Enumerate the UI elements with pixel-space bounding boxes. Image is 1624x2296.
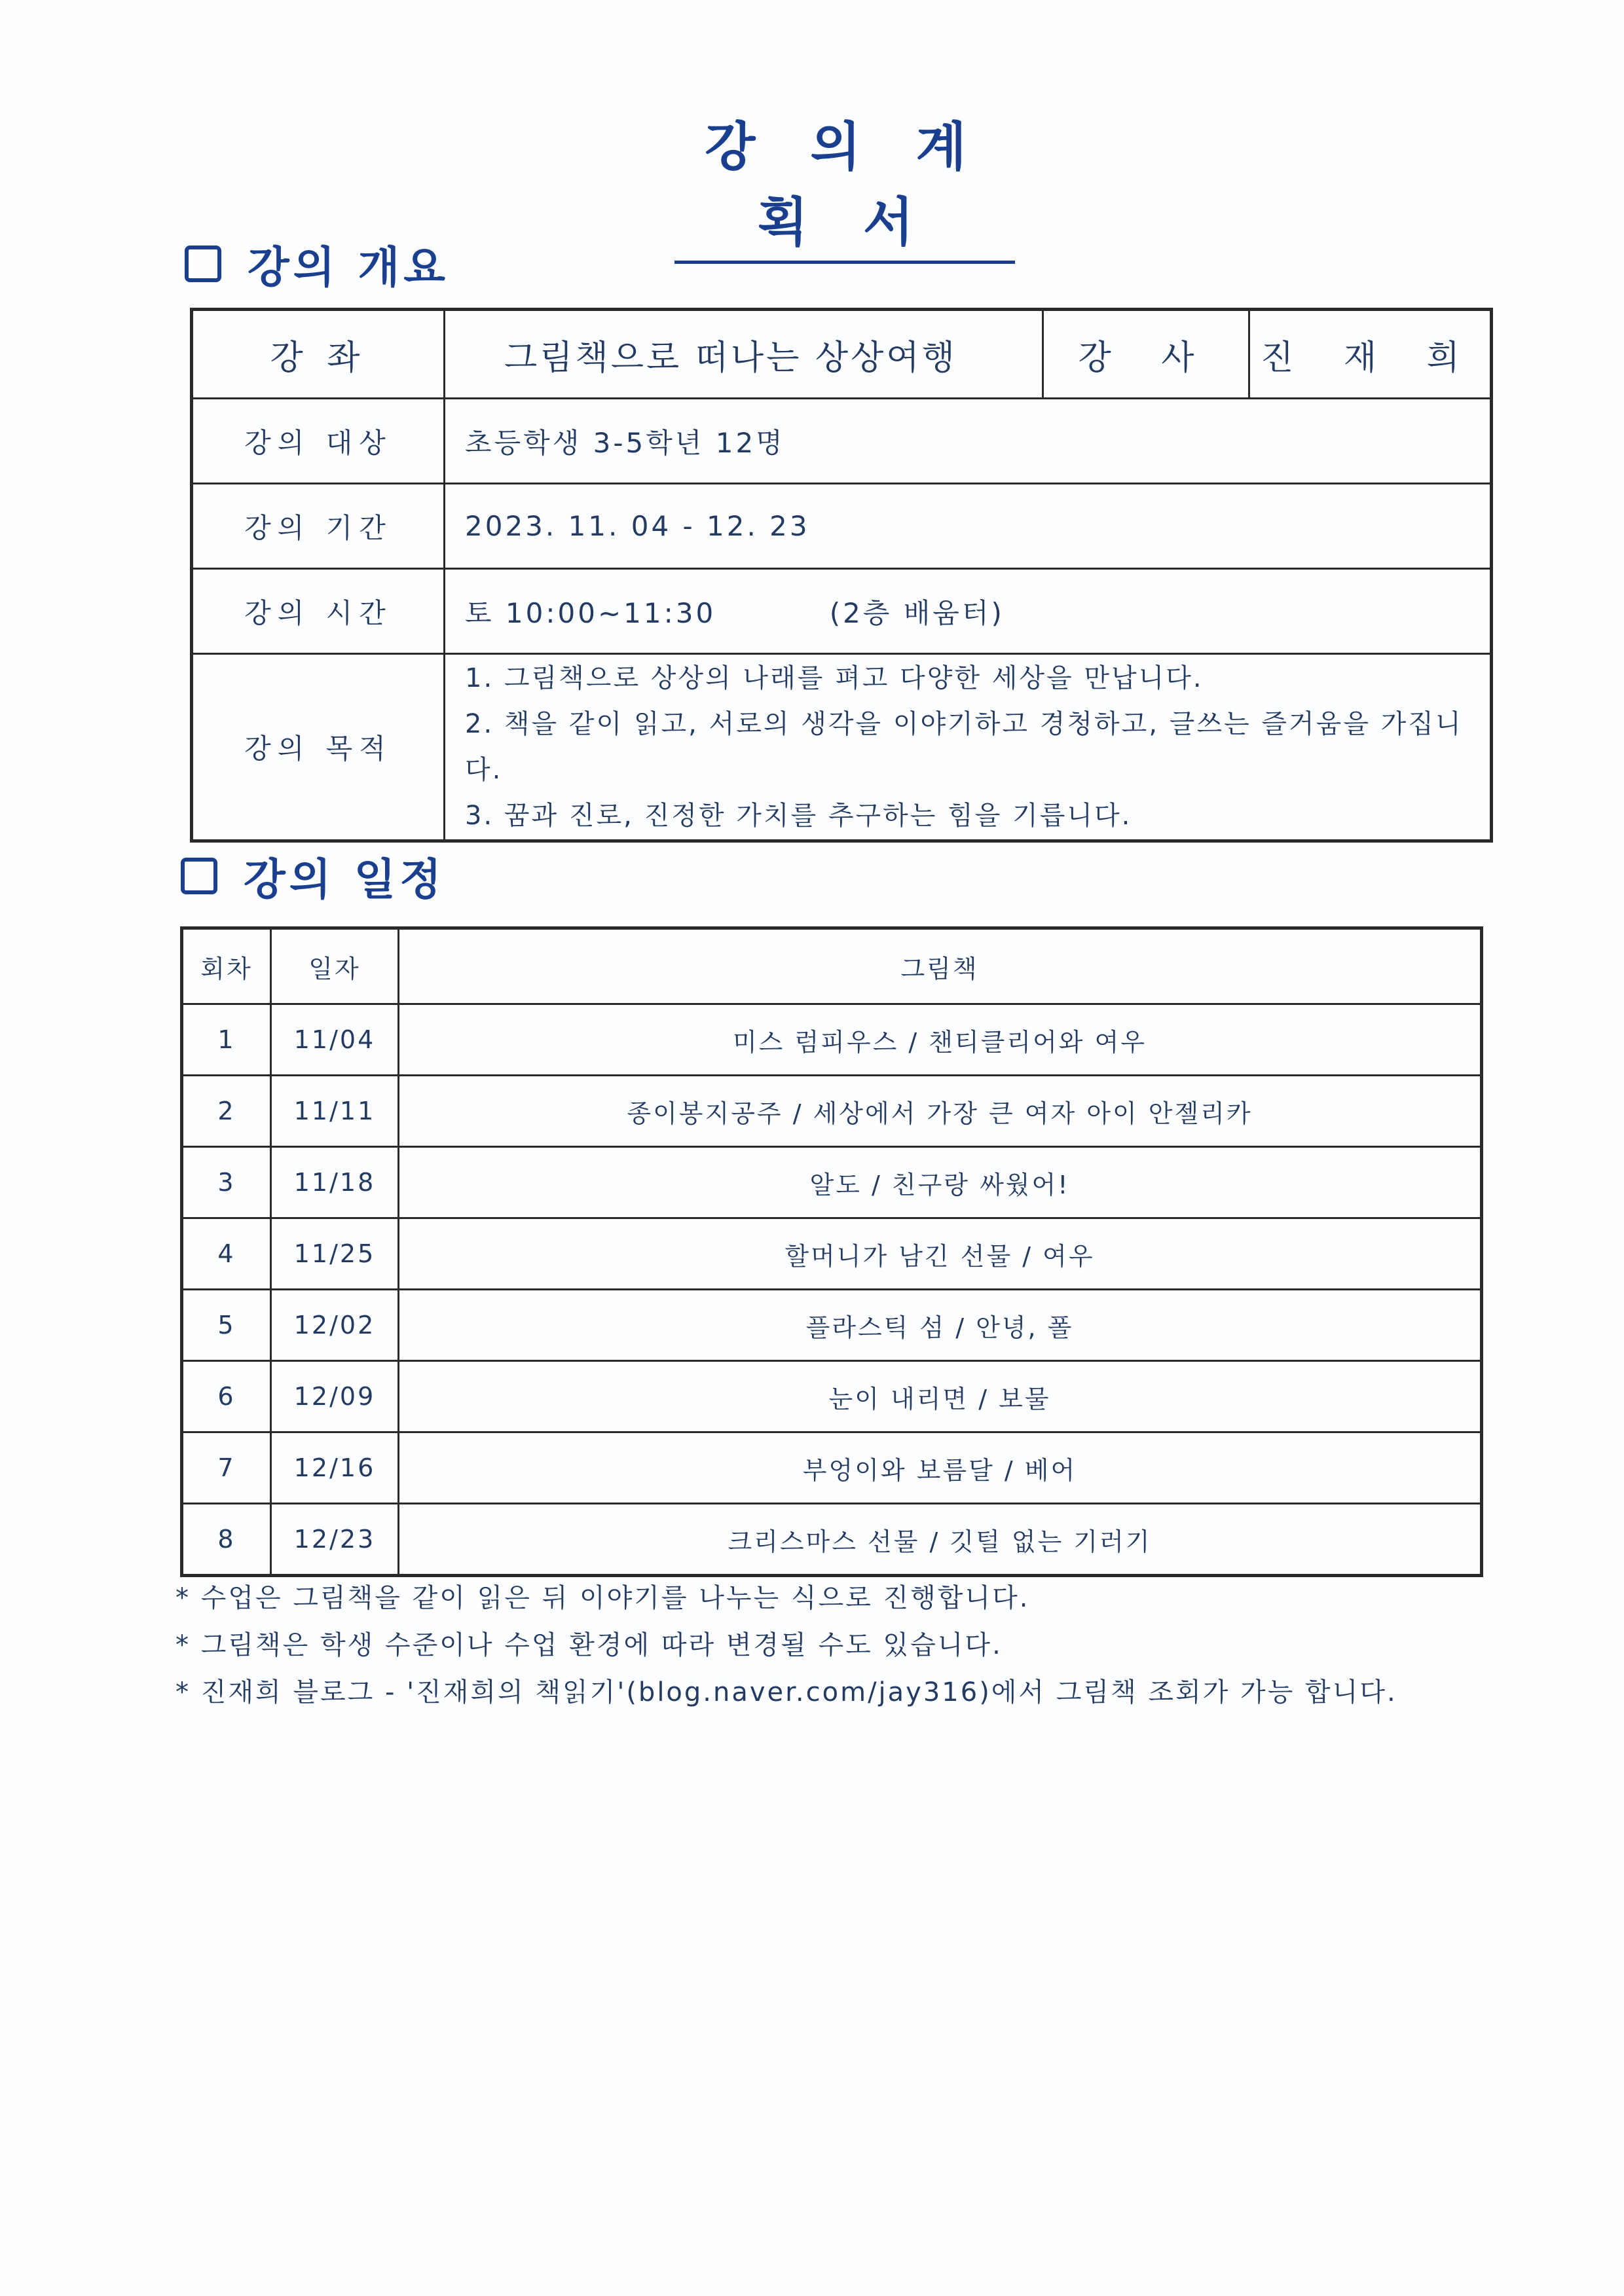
goals-list (445, 654, 1492, 841)
overview-goals-row (192, 654, 1492, 841)
notes (175, 1575, 1397, 1716)
table-row (182, 1290, 1482, 1361)
table-row (182, 1504, 1482, 1576)
overview-course-row (192, 310, 1492, 399)
goal-item: 1. 그림책으로 상상의 나래를 펴고 다양한 세상을 만납니다. (465, 663, 1204, 693)
schedule-header-row (182, 928, 1482, 1004)
table-row (182, 1004, 1482, 1076)
schedule-heading (181, 845, 445, 907)
note-item: * 그림책은 학생 수준이나 수업 환경에 따라 변경될 수도 있습니다. (175, 1630, 1003, 1660)
overview-row (192, 484, 1492, 569)
session-date: 11/18 (271, 1147, 399, 1218)
row-label: 강의 기간 (192, 484, 445, 569)
session-book: 할머니가 남긴 선물 / 여우 (399, 1218, 1482, 1290)
session-book: 플라스틱 섬 / 안녕, 폴 (399, 1290, 1482, 1361)
session-book: 종이봉지공주 / 세상에서 가장 큰 여자 아이 안젤리카 (399, 1076, 1482, 1147)
session-book: 알도 / 친구랑 싸웠어! (399, 1147, 1482, 1218)
table-row (182, 1361, 1482, 1432)
row-label: 강의 대상 (192, 399, 445, 484)
col-header: 그림책 (399, 928, 1482, 1004)
session-book: 미스 럼피우스 / 챈티클리어와 여우 (399, 1004, 1482, 1076)
session-book: 크리스마스 선물 / 깃털 없는 기러기 (399, 1504, 1482, 1576)
session-no: 3 (182, 1147, 271, 1218)
instructor-label: 강 사 (1043, 310, 1249, 399)
session-date: 11/11 (271, 1076, 399, 1147)
goals-label: 강의 목적 (192, 654, 445, 841)
session-date: 12/09 (271, 1361, 399, 1432)
session-no: 2 (182, 1076, 271, 1147)
col-header: 일자 (271, 928, 399, 1004)
session-date: 12/23 (271, 1504, 399, 1576)
session-no: 8 (182, 1504, 271, 1576)
session-book: 부엉이와 보름달 / 베어 (399, 1432, 1482, 1504)
note-item: * 진재희 블로그 - '진재희의 책읽기'(blog.naver.com/jay316)에서 그림책 조회가 가능 합니다. (175, 1677, 1397, 1707)
overview-table (190, 308, 1493, 843)
session-no: 1 (182, 1004, 271, 1076)
instructor-value: 진 재 희 (1249, 310, 1492, 399)
session-no: 7 (182, 1432, 271, 1504)
table-row (182, 1076, 1482, 1147)
row-value: 토 10:00~11:30 (2층 배움터) (445, 569, 1492, 654)
session-no: 4 (182, 1218, 271, 1290)
row-value: 2023. 11. 04 - 12. 23 (445, 484, 1492, 569)
checkbox-icon (181, 858, 217, 894)
session-date: 11/25 (271, 1218, 399, 1290)
checkbox-icon (185, 246, 221, 282)
note-item: * 수업은 그림책을 같이 읽은 뒤 이야기를 나누는 식으로 진행합니다. (175, 1583, 1030, 1613)
overview-row (192, 569, 1492, 654)
overview-heading (185, 232, 449, 295)
session-date: 12/02 (271, 1290, 399, 1361)
session-book: 눈이 내리면 / 보물 (399, 1361, 1482, 1432)
session-no: 6 (182, 1361, 271, 1432)
schedule-heading-text: 강의 일정 (244, 854, 446, 905)
goal-item: 3. 꿈과 진로, 진정한 가치를 추구하는 힘을 기릅니다. (465, 801, 1132, 831)
session-date: 12/16 (271, 1432, 399, 1504)
table-row (182, 1147, 1482, 1218)
row-value: 초등학생 3-5학년 12명 (445, 399, 1492, 484)
goal-item: 2. 책을 같이 읽고, 서로의 생각을 이야기하고 경청하고, 글쓰는 즐거움을 가집니다. (465, 709, 1463, 785)
course-label: 강 좌 (192, 310, 445, 399)
schedule-table (180, 926, 1483, 1577)
session-no: 5 (182, 1290, 271, 1361)
row-label: 강의 시간 (192, 569, 445, 654)
overview-row (192, 399, 1492, 484)
table-row (182, 1432, 1482, 1504)
course-value: 그림책으로 떠나는 상상여행 (445, 310, 1043, 399)
col-header: 회차 (182, 928, 271, 1004)
page-title: 강 의 계 획 서 (674, 105, 1015, 264)
session-date: 11/04 (271, 1004, 399, 1076)
table-row (182, 1218, 1482, 1290)
overview-heading-text: 강의 개요 (248, 242, 450, 293)
